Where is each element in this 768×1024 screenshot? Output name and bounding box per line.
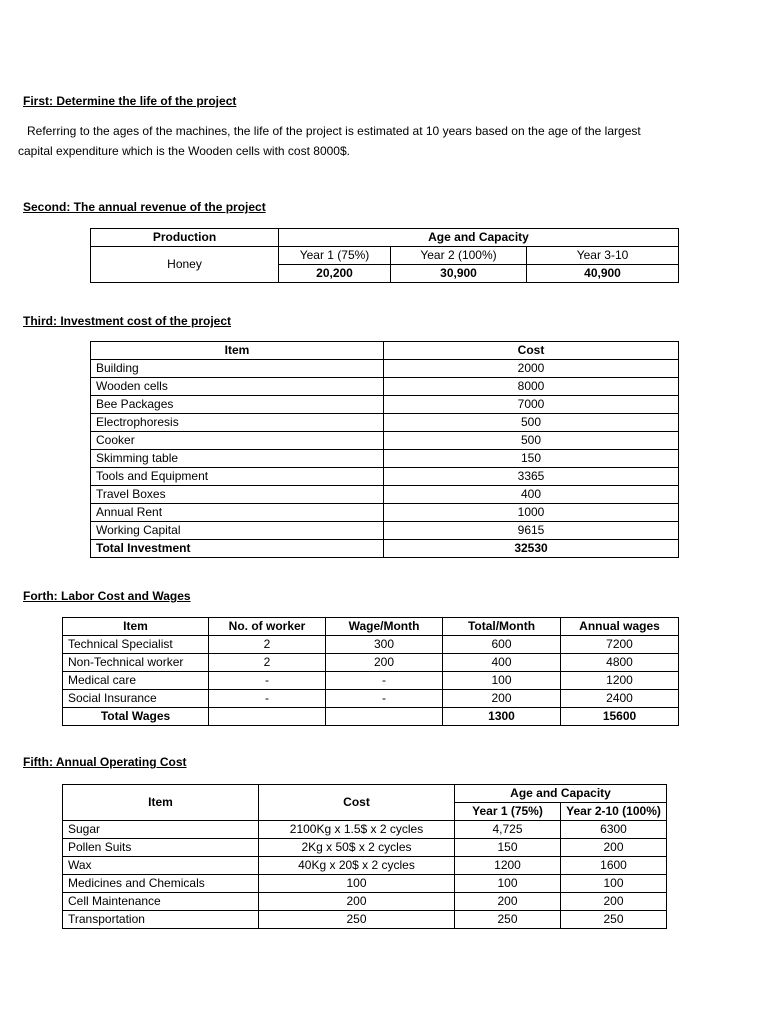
investment-cost: 1000 (384, 504, 679, 522)
investment-item: Annual Rent (91, 504, 384, 522)
table-row (91, 504, 679, 522)
section5-heading: Fifth: Annual Operating Cost (23, 755, 187, 769)
labor-item: Social Insurance (63, 690, 209, 708)
section1-heading: First: Determine the life of the project (23, 94, 237, 108)
section2-heading: Second: The annual revenue of the project (23, 200, 266, 214)
operating-year2-10: 1600 (561, 857, 667, 875)
revenue-year-1: Year 1 (75%) (279, 247, 391, 265)
investment-item: Working Capital (91, 522, 384, 540)
investment-total-value: 32530 (384, 540, 679, 558)
labor-workers: 2 (209, 654, 326, 672)
table-row (91, 486, 679, 504)
operating-year2-10: 6300 (561, 821, 667, 839)
table-row (91, 468, 679, 486)
labor-workers: 2 (209, 636, 326, 654)
section1-line2: capital expenditure which is the Wooden cells with cost 8000$. (18, 144, 350, 158)
labor-total-annual-value: 15600 (561, 708, 679, 726)
operating-cost: 100 (259, 875, 455, 893)
labor-total-month-value: 1300 (443, 708, 561, 726)
investment-item: Wooden cells (91, 378, 384, 396)
table-row (63, 636, 679, 654)
labor-wage: 300 (326, 636, 443, 654)
labor-total-month: 200 (443, 690, 561, 708)
table-row (63, 857, 667, 875)
operating-header-age: Age and Capacity (455, 785, 667, 803)
investment-cost: 500 (384, 414, 679, 432)
operating-year2-10: 200 (561, 893, 667, 911)
operating-year1: 150 (455, 839, 561, 857)
operating-cost: 40Kg x 20$ x 2 cycles (259, 857, 455, 875)
revenue-header-age: Age and Capacity (279, 229, 679, 247)
table-row (91, 414, 679, 432)
table-row (63, 911, 667, 929)
operating-header-year2-10: Year 2-10 (100%) (561, 803, 667, 821)
table-row (63, 893, 667, 911)
labor-total-month: 600 (443, 636, 561, 654)
labor-workers: - (209, 690, 326, 708)
operating-cost-table (62, 784, 667, 929)
section1-paragraph (18, 121, 743, 161)
revenue-year-3-10: Year 3-10 (527, 247, 679, 265)
labor-wage: - (326, 690, 443, 708)
operating-year1: 1200 (455, 857, 561, 875)
operating-year1: 4,725 (455, 821, 561, 839)
investment-cost: 2000 (384, 360, 679, 378)
investment-cost: 400 (384, 486, 679, 504)
labor-total-empty (209, 708, 326, 726)
operating-item: Cell Maintenance (63, 893, 259, 911)
investment-item: Skimming table (91, 450, 384, 468)
labor-total-label: Total Wages (63, 708, 209, 726)
labor-wage: 200 (326, 654, 443, 672)
table-row (63, 672, 679, 690)
section1-line1: Referring to the ages of the machines, the life of the project is estimated at 10 years based on the age of the largest (27, 124, 641, 138)
operating-item: Wax (63, 857, 259, 875)
operating-year1: 200 (455, 893, 561, 911)
revenue-year-2: Year 2 (100%) (391, 247, 527, 265)
labor-annual: 1200 (561, 672, 679, 690)
operating-item: Pollen Suits (63, 839, 259, 857)
section3-heading: Third: Investment cost of the project (23, 314, 232, 328)
table-row (63, 690, 679, 708)
investment-item: Building (91, 360, 384, 378)
investment-total-row (91, 540, 679, 558)
labor-header-annual: Annual wages (561, 618, 679, 636)
table-row (91, 378, 679, 396)
table-row (91, 396, 679, 414)
investment-cost: 9615 (384, 522, 679, 540)
section4-heading: Forth: Labor Cost and Wages (23, 589, 191, 603)
revenue-value-2: 30,900 (391, 265, 527, 283)
table-row (91, 522, 679, 540)
revenue-header-production: Production (91, 229, 279, 247)
investment-item: Travel Boxes (91, 486, 384, 504)
revenue-value-1: 20,200 (279, 265, 391, 283)
table-row (91, 432, 679, 450)
operating-header-year1: Year 1 (75%) (455, 803, 561, 821)
investment-cost: 8000 (384, 378, 679, 396)
revenue-value-3: 40,900 (527, 265, 679, 283)
labor-header-item: Item (63, 618, 209, 636)
table-row (63, 875, 667, 893)
investment-cost: 3365 (384, 468, 679, 486)
operating-header-cost: Cost (259, 785, 455, 821)
investment-cost: 7000 (384, 396, 679, 414)
labor-header-wage-month: Wage/Month (326, 618, 443, 636)
labor-header-total-month: Total/Month (443, 618, 561, 636)
investment-cost: 500 (384, 432, 679, 450)
labor-total-empty (326, 708, 443, 726)
labor-item: Non-Technical worker (63, 654, 209, 672)
investment-total-label: Total Investment (91, 540, 384, 558)
operating-cost: 2100Kg x 1.5$ x 2 cycles (259, 821, 455, 839)
operating-header-item: Item (63, 785, 259, 821)
labor-workers: - (209, 672, 326, 690)
operating-cost: 250 (259, 911, 455, 929)
investment-item: Cooker (91, 432, 384, 450)
operating-year2-10: 250 (561, 911, 667, 929)
investment-cost: 150 (384, 450, 679, 468)
labor-total-month: 100 (443, 672, 561, 690)
operating-cost: 200 (259, 893, 455, 911)
operating-cost: 2Kg x 50$ x 2 cycles (259, 839, 455, 857)
investment-item: Bee Packages (91, 396, 384, 414)
revenue-product: Honey (91, 247, 279, 283)
operating-item: Transportation (63, 911, 259, 929)
table-row (63, 839, 667, 857)
table-row (63, 654, 679, 672)
operating-item: Sugar (63, 821, 259, 839)
labor-annual: 2400 (561, 690, 679, 708)
operating-year1: 100 (455, 875, 561, 893)
table-row (91, 450, 679, 468)
labor-item: Medical care (63, 672, 209, 690)
labor-table (62, 617, 679, 726)
table-row (63, 821, 667, 839)
investment-header-cost: Cost (384, 342, 679, 360)
investment-item: Electrophoresis (91, 414, 384, 432)
investment-item: Tools and Equipment (91, 468, 384, 486)
investment-table (90, 341, 679, 558)
labor-annual: 4800 (561, 654, 679, 672)
labor-total-row (63, 708, 679, 726)
labor-wage: - (326, 672, 443, 690)
labor-item: Technical Specialist (63, 636, 209, 654)
investment-header-item: Item (91, 342, 384, 360)
labor-header-workers: No. of worker (209, 618, 326, 636)
operating-year1: 250 (455, 911, 561, 929)
revenue-table (90, 228, 679, 283)
operating-year2-10: 100 (561, 875, 667, 893)
operating-item: Medicines and Chemicals (63, 875, 259, 893)
labor-total-month: 400 (443, 654, 561, 672)
labor-annual: 7200 (561, 636, 679, 654)
operating-year2-10: 200 (561, 839, 667, 857)
table-row (91, 360, 679, 378)
